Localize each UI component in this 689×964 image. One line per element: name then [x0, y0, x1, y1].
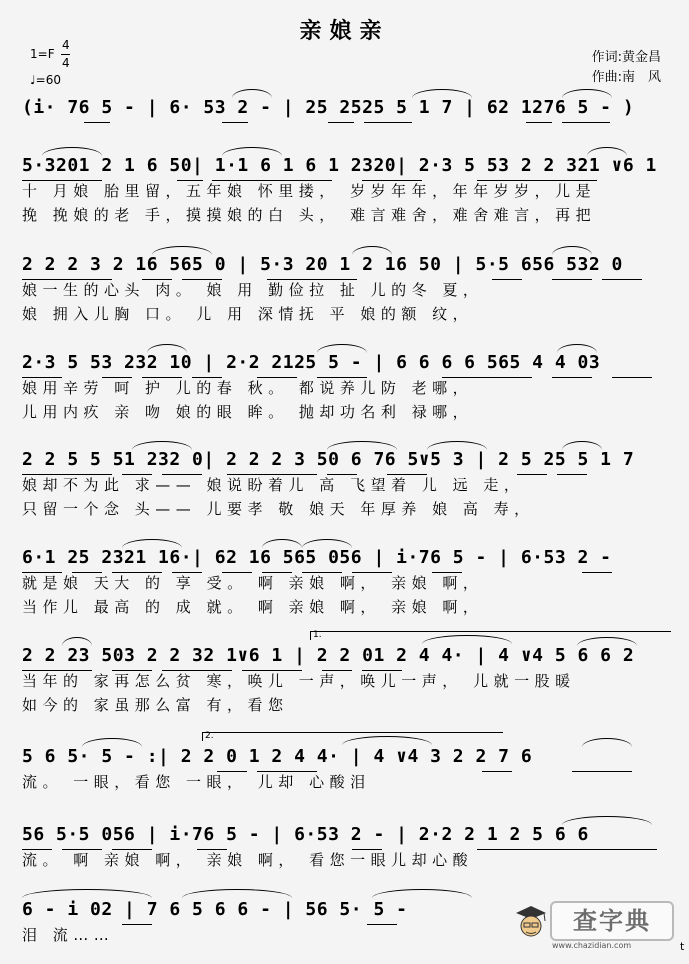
beam [22, 377, 62, 378]
beam [172, 572, 202, 573]
beam [22, 849, 52, 850]
score-row-2 [22, 252, 670, 326]
beam [582, 572, 612, 573]
beam [327, 474, 357, 475]
beam [22, 180, 102, 181]
lyric-verse-1: 娘却不为此 求—— 娘说盼着儿 高 飞望着 儿 远 走， [22, 476, 525, 494]
lyric-verse-1: 流。 啊 亲娘 啊， 亲娘 啊， 看您一眼儿却心酸 [22, 851, 474, 869]
slur [327, 441, 397, 450]
lyricist-credit: 作词:黄金昌 [591, 50, 661, 65]
beam [162, 474, 202, 475]
composer-credit: 作曲:南 风 [591, 70, 661, 85]
beam [142, 279, 172, 280]
notation-line: 2 2 23 503 2 2 32 1∨6 1 | 2 2 01 2 4 4· | 4 ∨4 5 6 6 2 [22, 645, 635, 666]
beam [387, 474, 427, 475]
beam [302, 572, 342, 573]
beam [217, 771, 247, 772]
time-signature-top: 4 [62, 38, 70, 52]
beam [328, 122, 354, 123]
beam [364, 122, 412, 123]
beam [362, 180, 422, 181]
score-row-intro [22, 95, 670, 121]
lyric-verse-1: 流。 一眼，看您 一眼， 儿却 心酸泪 [22, 773, 371, 791]
score-row-4 [22, 447, 670, 521]
time-signature-bar [61, 54, 70, 55]
scholar-mascot-icon [514, 903, 548, 941]
slur [412, 89, 472, 98]
slur [152, 246, 212, 255]
lyric-verse-1: 娘用辛劳 呵 护 儿的春 秋。 都说养儿防 老哪， [22, 379, 474, 397]
slur [552, 246, 592, 255]
beam [112, 670, 152, 671]
notation-line: 5 6 5· 5 - :| 2 2 0 1 2 4 4· | 4 ∨4 3 2 2 7 6 [22, 746, 533, 767]
beam [197, 849, 227, 850]
beam [182, 279, 222, 280]
lyric-verse-1: 泪 流…… [22, 926, 115, 944]
beam [22, 572, 62, 573]
beam [267, 279, 357, 280]
slur [62, 637, 92, 646]
beam [612, 377, 652, 378]
beam [442, 377, 532, 378]
lyric-verse-2: 只留一个念 头—— 儿要孝 敬 娘天 年厚养 娘 高 寿， [22, 500, 535, 518]
lyric-verse-2: 当作儿 最高 的 成 就。 啊 亲娘 啊， 亲娘 啊， [22, 598, 484, 616]
beam [432, 572, 462, 573]
beam [84, 122, 110, 123]
beam [572, 771, 632, 772]
slur [317, 344, 367, 353]
beam [552, 377, 592, 378]
beam [257, 771, 317, 772]
beam [557, 474, 587, 475]
beam [102, 377, 132, 378]
lyric-verse-2: 儿用内疚 亲 吻 娘的眼 眸。 抛却功名利 禄哪， [22, 403, 474, 421]
notation-line: (i· 76 5 - | 6· 53 2 - | 25 2525 5 1 7 | 62 1276 5 - ) [22, 97, 635, 118]
slur [582, 738, 632, 747]
slur [42, 147, 102, 156]
second-ending-label: 2. [205, 731, 214, 741]
beam [122, 474, 152, 475]
beam [162, 670, 232, 671]
beam [227, 474, 317, 475]
beam [142, 377, 182, 378]
lyric-verse-1: 当年的 家再怎么贫 寒，唤儿 一声，唤儿一声， 儿就一股暖 [22, 672, 576, 690]
slur [222, 147, 282, 156]
beam [477, 180, 597, 181]
lyric-verse-1: 就是娘 天大 的 享 受。 啊 亲娘 啊， 亲娘 啊， [22, 574, 484, 592]
score-row-8 [22, 822, 670, 872]
key-signature: 1=F [30, 47, 55, 61]
notation-line: 56 5·5 056 | i·76 5 - | 6·53 2 - | 2·2 2 1 2 5 6 6 [22, 824, 589, 845]
first-ending-label: 1. [313, 630, 322, 640]
time-signature-bottom: 4 [62, 56, 70, 70]
beam [517, 474, 547, 475]
logo-text: 查字典 [550, 901, 674, 941]
tempo-mark: ♩=60 [30, 73, 61, 87]
beam [367, 924, 397, 925]
slur [122, 539, 182, 548]
lyric-verse-2: 如今的 家虽那么富 有，看您 [22, 696, 289, 714]
notation-line: 2 2 2 3 2 16 565 0 | 5·3 20 1 2 16 50 | 5·5 656 532 0 [22, 254, 623, 275]
slur [427, 441, 487, 450]
beam [22, 279, 112, 280]
logo-url: www.chazidian.com [552, 941, 632, 950]
beam [122, 924, 152, 925]
beam [262, 572, 292, 573]
slur [262, 539, 302, 548]
beam [192, 377, 222, 378]
notation-line: 6·1 25 2321 16·| 62 16 565 056 | i·76 5 - | 6·53 2 - [22, 547, 612, 568]
beam [552, 279, 592, 280]
lyric-verse-1: 娘一生的心头 肉。 娘 用 勤俭拉 扯 儿的冬 夏， [22, 281, 484, 299]
beam [22, 474, 112, 475]
song-title: 亲娘亲 [299, 19, 390, 44]
slur [562, 89, 612, 98]
beam [322, 670, 352, 671]
slur [147, 344, 187, 353]
score-row-3 [22, 350, 670, 424]
score-row-5 [22, 545, 670, 619]
slur [352, 246, 392, 255]
beam [362, 670, 402, 671]
slur [587, 147, 627, 156]
beam [62, 849, 102, 850]
site-logo [512, 893, 672, 953]
slur [82, 738, 142, 747]
slur [132, 441, 192, 450]
beam [352, 572, 392, 573]
slur [557, 344, 597, 353]
slur [22, 889, 152, 898]
beam [112, 849, 152, 850]
notation-line: 5·3201 2 1 6 50| 1·1 6 1 6 1 2320| 2·3 5 53 2 2 321 ∨6 1 [22, 155, 657, 176]
beam [222, 572, 252, 573]
score-row-6 [22, 630, 670, 717]
beam [482, 771, 512, 772]
slur [562, 441, 602, 450]
beam [177, 180, 203, 181]
beam [492, 279, 522, 280]
corner-mark: t [680, 940, 685, 953]
slur [302, 539, 352, 548]
beam [222, 122, 248, 123]
notation-line: 2·3 5 53 232 10 | 2·2 2125 5 - | 6 6 6 6 565 4 4 03 [22, 352, 601, 373]
beam [72, 572, 102, 573]
notation-line: 6 - i 02 | 7 6 5 6 6 - | 56 5· 5 - [22, 899, 408, 920]
beam [526, 122, 552, 123]
beam [112, 572, 162, 573]
beam [22, 670, 92, 671]
slur [562, 816, 652, 825]
notation-line: 2 2 5 5 51 232 0| 2 2 2 3 50 6 76 5∨5 3 | 2 5 25 5 1 7 [22, 449, 635, 470]
beam [477, 849, 657, 850]
beam [602, 279, 642, 280]
beam [352, 849, 382, 850]
beam [562, 122, 610, 123]
beam [242, 670, 302, 671]
slur [372, 889, 472, 898]
beam [257, 377, 297, 378]
lyric-verse-2: 挽 挽娘的老 手，摸摸娘的白 头， 难言难舍，难舍难言，再把 [22, 206, 597, 224]
lyric-verse-2: 娘 拥入儿胸 口。 儿 用 深情抚 平 娘的额 纹， [22, 305, 474, 323]
lyric-verse-1: 十 月娘 胎里留，五年娘 怀里搂， 岁岁年年，年年岁岁，儿是 [22, 182, 597, 200]
beam [212, 180, 332, 181]
score-row-7 [22, 731, 670, 794]
beam [317, 377, 367, 378]
slur [182, 889, 292, 898]
score-row-1 [22, 153, 670, 227]
slur [232, 89, 272, 98]
